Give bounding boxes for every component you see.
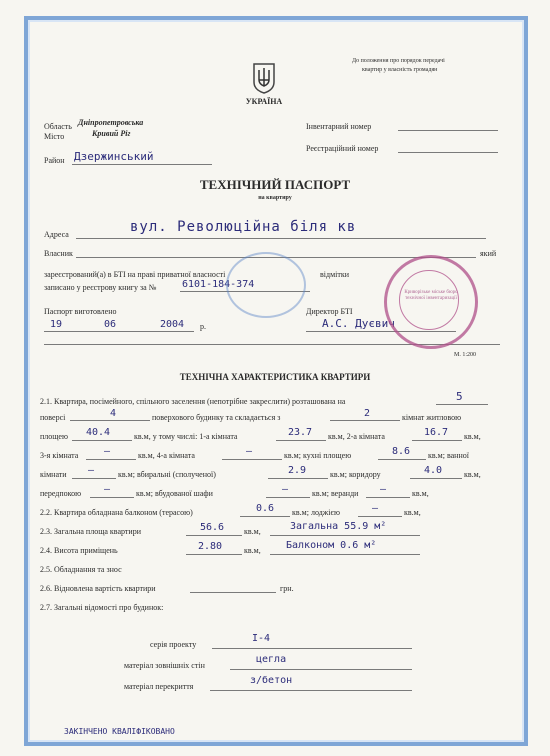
issued-day: 19 — [50, 319, 63, 330]
wc-value: 2.9 — [288, 465, 307, 476]
item-2-3-text: 2.3. Загальна площа квартири — [40, 527, 141, 536]
issued-year-suffix: р. — [200, 322, 206, 331]
kitchen-label: кв.м; кухні площею — [284, 451, 352, 460]
walls-value: цегла — [256, 654, 287, 665]
passport-subtitle: на квартиру — [258, 195, 292, 201]
issued-year: 2004 — [160, 319, 185, 330]
item-2-1-text: 2.1. Квартира, посімейного, спільного заселення (непотрібне закреслити) розташована на — [40, 397, 346, 406]
rooms-value: 2 — [364, 408, 371, 419]
room2-unit: кв.м, — [464, 432, 481, 441]
round-seal-text: Криворізьке міське бюро технічної інвентаризації — [404, 290, 458, 301]
inventory-line — [398, 130, 498, 131]
hall-underline — [366, 497, 410, 498]
pantry-label: передпокою — [40, 489, 82, 498]
item-2-5-text: 2.5. Обладнання та знос — [40, 565, 122, 574]
oblast-label: Область — [44, 122, 72, 131]
kitchen-value: 8.6 — [392, 446, 411, 457]
owner-label: Власник — [44, 249, 73, 258]
floors-label: матеріал перекриття — [124, 682, 194, 691]
series-value: І-4 — [252, 633, 271, 644]
loggia-underline — [358, 516, 402, 517]
height-note-underline — [270, 554, 420, 555]
rayon-label: Район — [44, 156, 65, 165]
loggia-value: — — [372, 503, 379, 514]
height-value: 2.80 — [198, 541, 223, 552]
register-label: Реєстраційний номер — [306, 144, 379, 153]
blue-seal-icon — [226, 252, 306, 318]
room2-underline — [412, 440, 462, 441]
book-number: 6101-184-374 — [182, 279, 255, 290]
item-2-1-floor-label: поверсі — [40, 413, 66, 422]
passport-title: ТЕХНІЧНИЙ ПАСПОРТ — [199, 177, 351, 192]
bath-label: кв.м; ванної — [428, 451, 469, 460]
room3-underline — [86, 459, 136, 460]
book-text: записано у реєстрову книгу за № — [44, 283, 157, 292]
misto-label: Місто — [44, 132, 65, 141]
wardrobe-value: — — [282, 484, 289, 495]
item-2-1-living-label: кімнат житловою — [402, 413, 462, 422]
room4-value: — — [246, 446, 253, 457]
bath-room-label: кімнати — [40, 470, 67, 479]
registration-tail: відмітки — [320, 270, 350, 279]
room3-value: — — [104, 446, 111, 457]
inventory-label: Інвентарний номер — [306, 122, 372, 131]
room3-label: 3-я кімната — [40, 451, 79, 460]
rooms-underline — [330, 420, 400, 421]
item-2-1-building-label: поверхового будинку та складається з — [152, 413, 281, 422]
corridor-label: кв.м; коридору — [330, 470, 381, 479]
room1-value: 23.7 — [288, 427, 313, 438]
series-underline — [212, 648, 412, 649]
floors-value: з/бетон — [250, 675, 293, 686]
corridor-underline — [410, 478, 462, 479]
living-area-value: 40.4 — [86, 427, 111, 438]
corridor-value: 4.0 — [424, 465, 443, 476]
wc-label: кв.м; вбиральні (сполученої) — [118, 470, 216, 479]
owner-tail: який — [480, 249, 497, 258]
trident-icon — [251, 62, 277, 94]
rayon-value: Дзержинський — [74, 150, 154, 163]
loggia-label: кв.м; лоджією — [292, 508, 340, 517]
total-area-unit: кв.м, — [244, 527, 261, 536]
floors-underline — [210, 690, 412, 691]
total-area-note: Загальна 55.9 м² — [290, 521, 387, 532]
series-label: серія проекту — [150, 640, 197, 649]
hall-value: — — [380, 484, 387, 495]
registration-text: зареєстрований(а) в БТІ на праві приватної власності — [44, 270, 226, 279]
room2-label: кв.м, 2-а кімната — [328, 432, 385, 441]
bath-underline — [72, 478, 116, 479]
director-value: А.С. Дуєвич — [322, 317, 395, 330]
room4-underline — [222, 459, 282, 460]
storeys-underline — [70, 420, 150, 421]
corridor-unit: кв.м, — [464, 470, 481, 479]
rayon-underline — [72, 164, 212, 165]
round-seal-icon — [384, 255, 478, 349]
height-unit: кв.м, — [244, 546, 261, 555]
total-area-value: 56.6 — [200, 522, 225, 533]
address-label: Адреса — [44, 230, 69, 239]
footer-text: ЗАКІНЧЕНО КВАЛІФІКОВАНО — [64, 727, 175, 736]
register-line — [398, 152, 498, 153]
director-label: Директор БТІ — [306, 307, 353, 316]
section-title: ТЕХНІЧНА ХАРАКТЕРИСТИКА КВАРТИРИ — [179, 372, 371, 382]
cost-underline — [190, 592, 276, 593]
total-area-underline — [186, 535, 242, 536]
cost-unit: грн. — [280, 584, 294, 593]
wc-underline — [268, 478, 328, 479]
loggia-unit: кв.м, — [404, 508, 421, 517]
area-label: площею — [40, 432, 68, 441]
in-that-label: кв.м, у тому числі: 1-а кімната — [134, 432, 238, 441]
room4-label: кв.м, 4-а кімната — [138, 451, 195, 460]
height-underline — [186, 554, 242, 555]
top-right-note-line1: До положення про порядок передачі — [352, 58, 445, 64]
country-name: УКРАЇНА — [245, 97, 283, 106]
issued-underline — [44, 331, 194, 332]
hall-label: кв.м; веранди — [312, 489, 359, 498]
floor-value: 5 — [456, 390, 463, 403]
living-area-underline — [72, 440, 132, 441]
balcony-value: 0.6 — [256, 503, 275, 514]
walls-underline — [230, 669, 412, 670]
scale-text: М. 1:200 — [454, 352, 477, 358]
item-2-7-text: 2.7. Загальні відомості про будинок: — [40, 603, 164, 612]
issued-label: Паспорт виготовлено — [44, 307, 117, 316]
floor-underline — [436, 404, 488, 405]
item-2-6-text: 2.6. Відновлена вартість квартири — [40, 584, 156, 593]
balcony-underline — [240, 516, 290, 517]
wardrobe-label: кв.м; вбудованої шафи — [136, 489, 213, 498]
room1-underline — [276, 440, 326, 441]
walls-label: матеріал зовнішніх стін — [124, 661, 205, 670]
address-value: вул. Революційна біля кв — [130, 219, 357, 235]
storeys-value: 4 — [110, 408, 117, 419]
pantry-underline — [90, 497, 134, 498]
pantry-value: — — [104, 484, 111, 495]
kitchen-underline — [378, 459, 426, 460]
item-2-2-text: 2.2. Квартира обладнана балконом (терасою) — [40, 508, 193, 517]
oblast-value: Дніпропетровська — [78, 118, 144, 127]
misto-value: Кривий Ріг — [92, 129, 131, 138]
issued-month: 06 — [104, 319, 117, 330]
height-note: Балконом 0.6 м² — [286, 540, 377, 551]
bath-value: — — [88, 465, 95, 476]
wardrobe-underline — [266, 497, 310, 498]
address-underline — [76, 238, 486, 239]
total-note-underline — [270, 535, 420, 536]
room2-value: 16.7 — [424, 427, 449, 438]
top-right-note-line2: квартир у власність громадян — [362, 67, 438, 73]
item-2-4-text: 2.4. Висота приміщень — [40, 546, 118, 555]
hall-unit: кв.м, — [412, 489, 429, 498]
